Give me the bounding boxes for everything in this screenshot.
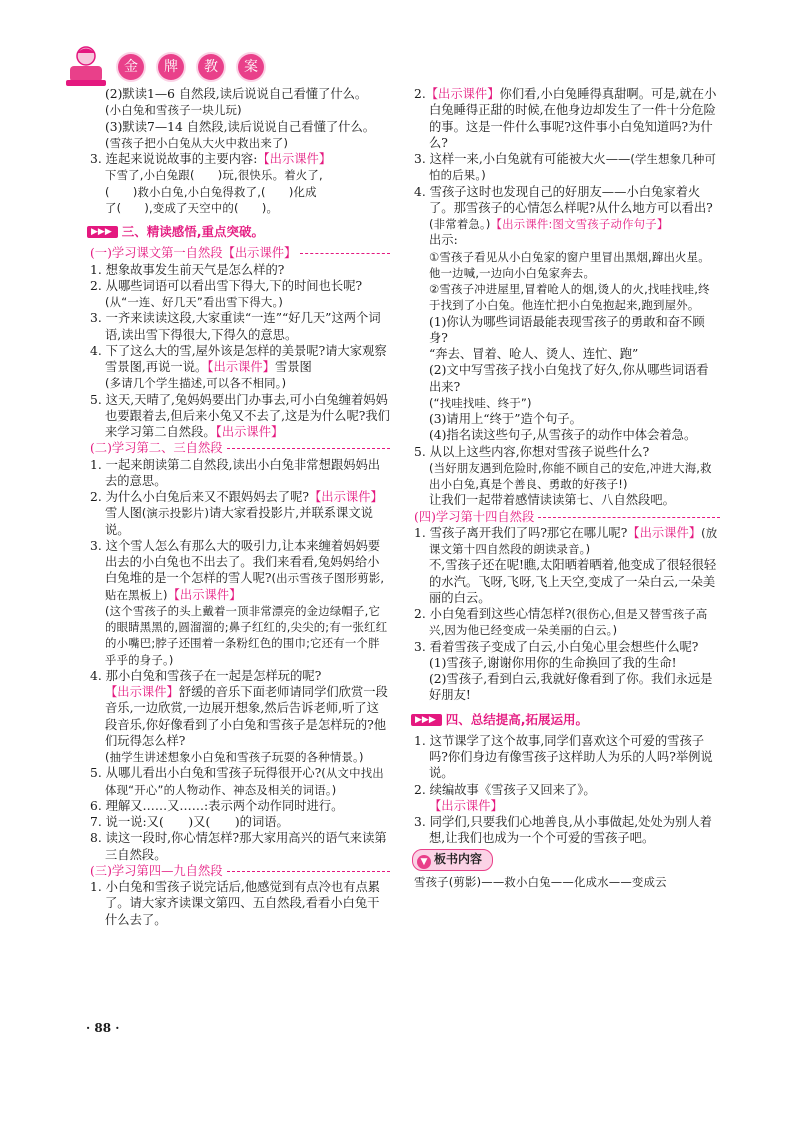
question: 3. 同学们,只要我们心地善良,从小事做起,处处为别人着想,让我们也成为一个个可爱的雪孩子吧。 — [414, 815, 712, 846]
header — [62, 44, 292, 90]
question: 8. 读这一段时,你心情怎样?那大家用高兴的语气来读第三自然段。 — [90, 831, 387, 862]
subheading-2: (二)学习第二、三自然段 — [90, 440, 390, 456]
quoted-sentence: ②雪孩子冲进屋里,冒着呛人的烟,烫人的火,找哇找哇,终于找到了小白兔。他连忙把小白兔抱起来,跑到屋外。 — [429, 282, 710, 313]
question: 5. 从以上这些内容,你想对雪孩子说些什么? — [414, 444, 650, 459]
fill-in-line: 了( ),变成了天空中的( )。 — [105, 200, 279, 215]
question: 2. 续编故事《雪孩子又回来了》。 — [414, 782, 596, 797]
q4-text: 4. 下了这么大的雪,屋外该是怎样的美景呢?请大家观察雪景图,再说一说。 — [90, 343, 387, 374]
board-icon: ▼ — [417, 855, 431, 869]
left-column: (2)默读1—6 自然段,读后说说自己看懂了什么。 (小白兔和雪孩子一块儿玩) (3)默读7—14 自然段,读后说说自己看懂了什么。 (雪孩子把小白兔从大火中救出来了) 3. 连起来说说故事的主要内容:【出示课件】 下雪了,小白兔跟( )玩,很快乐。着火了, ( )救小白兔,小白兔得救了,( )化成 了( ),变成了天空中的( )。 ▶▶▶ 三、精读感悟,重点突破。 (一)学习课文第一自然段【出示课件】 1. 想象故事发生前天气是怎么样的? 2. 从哪些词语可以看出雪下得大,下的时间也长呢? (从“一连、好几天”看出雪下得大。) 3. 一齐来读读这段,大家重读“一连”“好几天”这两个词语,读出雪下得很大,下得久的意思。 4. 下了这么大的雪,屋外该是怎样的美景呢?请大家观察雪景图,再说一说。【出示课件】雪景图 (多请几个学生描述,可以各不相同。) 5. 这天,天晴了,兔妈妈要出门办事去,可小白兔缠着妈妈也要跟着去,但后来小兔又不去了,这是为什么呢?我们来学习第二自然段。【出示课件】 (二)学习第二、三自然段 1. 一起来朗读第二自然段,读出小白兔非常想跟妈妈出去的意思。 2. 为什么小白兔后来又不跟妈妈去了呢?【出示课件】雪人图(演示投影片)请大家看投影片,并联系课文说说。 3. 这个雪人怎么有那么大的吸引力,让本来缠着妈妈要出去的小白兔也不出去了。我们来看看,兔妈妈给小白兔堆的是一个怎样的雪人呢?(出示雪孩子图形剪影,贴在黑板上)【出示课件】 (这个雪孩子的头上戴着一顶非常漂亮的金边绿帽子,它的眼睛黑黑的,圆溜溜的;鼻子红红的,尖尖的;有一张红红的小嘴巴;脖子还围着一条粉红色的围巾;它还有一个胖乎乎的身子。) 4. 那小白兔和雪孩子在一起是怎样玩的呢?【出示课件】舒缓的音乐下面老师请同学们欣赏一段音乐,一边欣赏,一边展开想象,然后告诉老师,听了这段音乐,你好像看到了小白兔和雪孩子是怎样玩的?他们玩得怎么样? (抽学生讲述想象小白兔和雪孩子玩耍的各种情景。) 5. 从哪儿看出小白兔和雪孩子玩得很开心?(从文中找出体现“开心”的人物动作、神态及相关的词语。) 6. 理解又……又……:表示两个动作同时进行。 7. 说一说:又( )又( )的词语。 8. 读这一段时,你心情怎样?那大家用高兴的语气来读第三自然段。 (三)学习第四—九自然段 1. 小白兔和雪孩子说完话后,他感觉到有点冷也有点累了。请大家齐读课文第四、五自然段,看看小白兔干什么去了。 — [90, 86, 390, 928]
reading-step: (雪孩子把小白兔从大火中救出来了) — [105, 135, 289, 150]
show-courseware-tag: 【出示课件】 — [215, 425, 284, 439]
question: 1. 小白兔和雪孩子说完话后,他感觉到有点冷也有点累了。请大家齐读课文第四、五自然段,看看小白兔干什么去了。 — [90, 880, 381, 927]
reading-step: (3)默读7—14 自然段,读后说说自己看懂了什么。 — [105, 119, 376, 134]
show-courseware-tag: 【出示课件】 — [429, 798, 503, 813]
fill-in-line: 下雪了,小白兔跟( )玩,很快乐。着火了, — [105, 168, 323, 183]
question: 6. 理解又……又……:表示两个动作同时进行。 — [90, 798, 344, 813]
show-courseware-tag: 【出示课件】 — [257, 152, 332, 166]
reading-step: (小白兔和雪孩子一块儿玩) — [105, 103, 242, 118]
right-column: 2.【出示课件】你们看,小白兔睡得真甜啊。可是,就在小白兔睡得正甜的时候,在他身边却发生了一件十分危险的事。这是一件什么事呢?这件事小白兔知道吗?为什么? 3. 这样一来,小白兔就有可能被大火——(学生想象几种可怕的后果。) 4. 雪孩子这时也发现自己的好朋友——小白兔家着火了。那雪孩子的心情怎么样呢?从什么地方可以看出? (非常着急。)【出示课件:图文雪孩子动作句子】 出示: ①雪孩子看见从小白兔家的窗户里冒出黑烟,蹿出火星。他一边喊,一边向小白兔家奔去。 ②雪孩子冲进屋里,冒着呛人的烟,烫人的火,找哇找哇,终于找到了小白兔。他连忙把小白兔抱起来,跑到屋外。 (1)你认为哪些词语最能表现雪孩子的勇敢和奋不顾身? “奔去、冒着、呛人、烫人、连忙、跑” (2)文中写雪孩子找小白兔找了好久,你从哪些词语看出来? (“找哇找哇、终于”) (3)请用上“终于”造个句子。 (4)指名读这些句子,从雪孩子的动作中体会着急。 5. 从以上这些内容,你想对雪孩子说些什么? (当好朋友遇到危险时,你能不顾自己的安危,冲进大海,救出小白兔,真是个善良、勇敢的好孩子!) 让我们一起带着感情读读第七、八自然段吧。 (四)学习第十四自然段 1. 雪孩子离开我们了吗?那它在哪儿呢?【出示课件】(放课文第十四自然段的朗读录音。) 不,雪孩子还在呢!瞧,太阳晒着晒着,他变成了很轻很轻的水汽。飞呀,飞呀,飞上天空,变成了一朵白云,一朵美丽的白云。 2. 小白兔看到这些心情怎样?(很伤心,但是又替雪孩子高兴,因为他已经变成一朵美丽的白云。) 3. 看着雪孩子变成了白云,小白兔心里会想些什么呢? (1)雪孩子,谢谢你用你的生命换回了我的生命! (2)雪孩子,看到白云,我就好像看到了你。我们永远是好朋友! ▶▶▶ 四、总结提高,拓展运用。 1. 这节课学了这个故事,同学们喜欢这个可爱的雪孩子吗?你们身边有像雪孩子这样助人为乐的人吗?举例说说。 2. 续编故事《雪孩子又回来了》。 【出示课件】 3. 同学们,只要我们心地善良,从小事做起,处处为别人着想,让我们也成为一个个可爱的雪孩子吧。 ▼ 板书内容 雪孩子(剪影)——救小白兔——化成水——变成云 — [414, 86, 720, 890]
quoted-sentence: ①雪孩子看见从小白兔家的窗户里冒出黑烟,蹿出火星。他一边喊,一边向小白兔家奔去。 — [429, 249, 710, 280]
show-courseware-tag: 【出示课件】 — [627, 525, 702, 540]
section-heading-3: ▶▶▶ 三、精读感悟,重点突破。 — [87, 224, 390, 240]
header-char: 案 — [238, 54, 264, 80]
question: 1. 一起来朗读第二自然段,读出小白兔非常想跟妈妈出去的意思。 — [90, 457, 381, 488]
arrow-icon: ▶▶▶ — [87, 226, 118, 238]
show-courseware-tag: 【出示课件】 — [105, 685, 179, 699]
answer-note: (抽学生讲述想象小白兔和雪孩子玩耍的各种情景。) — [105, 750, 364, 764]
question: (从“一连、好几天”看出雪下得大。) — [105, 295, 284, 309]
answer-note: (这个雪孩子的头上戴着一顶非常漂亮的金边绿帽子,它的眼睛黑黑的,圆溜溜的;鼻子红红的,尖尖的;有一张红红的小嘴巴;脖子还围着一条粉红色的围巾;它还有一个胖乎乎的身子。) — [105, 603, 388, 667]
answer-note: (当好朋友遇到危险时,你能不顾自己的安危,冲进大海,救出小白兔,真是个善良、勇敢的好孩子!) — [429, 460, 712, 491]
subheading-4: (四)学习第十四自然段 — [414, 509, 720, 525]
question: 2. 从哪些词语可以看出雪下得大,下的时间也长呢? — [90, 278, 363, 293]
header-char: 牌 — [158, 54, 184, 80]
question: 1. 这节课学了这个故事,同学们喜欢这个可爱的雪孩子吗?你们身边有像雪孩子这样助人为乐的人吗?举例说说。 — [414, 733, 713, 781]
answer-note: (多请几个学生描述,可以各不相同。) — [105, 376, 287, 391]
show-courseware-tag: 【出示课件:图文雪孩子动作句子】 — [490, 217, 669, 231]
fill-in-line: ( )救小白兔,小白兔得救了,( )化成 — [105, 184, 317, 199]
board-content-label: ▼ 板书内容 — [412, 849, 493, 871]
question: 4. 雪孩子这时也发现自己的好朋友——小白兔家着火了。那雪孩子的心情怎么样呢?从什么地方可以看出? — [414, 184, 713, 215]
show-courseware-tag: 【出示课件】 — [167, 587, 242, 602]
subheading-1: (一)学习课文第一自然段【出示课件】 — [90, 245, 390, 261]
board-text: 雪孩子(剪影)——救小白兔——化成水——变成云 — [414, 874, 667, 889]
show-courseware-tag: 【出示课件】 — [207, 360, 275, 374]
question: 3. 看着雪孩子变成了白云,小白兔心里会想些什么呢? — [414, 639, 699, 654]
page-number: · 88 · — [86, 1021, 120, 1035]
header-char: 教 — [198, 54, 224, 80]
section-heading-4: ▶▶▶ 四、总结提高,拓展运用。 — [411, 712, 720, 728]
q5-text: 5. 这天,天晴了,兔妈妈要出门办事去,可小白兔缠着妈妈也要跟着去,但后来小兔又不去了,这是为什么呢?我们来学习第二自然段。 — [90, 392, 390, 439]
reading-step: (2)默读1—6 自然段,读后说说自己看懂了什么。 — [105, 87, 368, 101]
question: 7. 说一说:又( )又( )的词语。 — [90, 815, 289, 829]
show-courseware-tag: 【出示课件】 — [309, 490, 383, 504]
q3-text: 3. 连起来说说故事的主要内容: — [90, 152, 258, 166]
question: 1. 想象故事发生前天气是怎么样的? — [90, 262, 285, 277]
header-char: 金 — [118, 54, 144, 80]
teacher-logo-icon — [62, 44, 110, 90]
show-courseware-tag: 【出示课件】 — [425, 87, 500, 101]
question: 3. 一齐来读读这段,大家重读“一连”“好几天”这两个词语,读出雪下得很大,下得久的意思。 — [90, 311, 381, 342]
arrow-icon: ▶▶▶ — [411, 714, 442, 726]
subheading-3: (三)学习第四—九自然段 — [90, 863, 390, 879]
